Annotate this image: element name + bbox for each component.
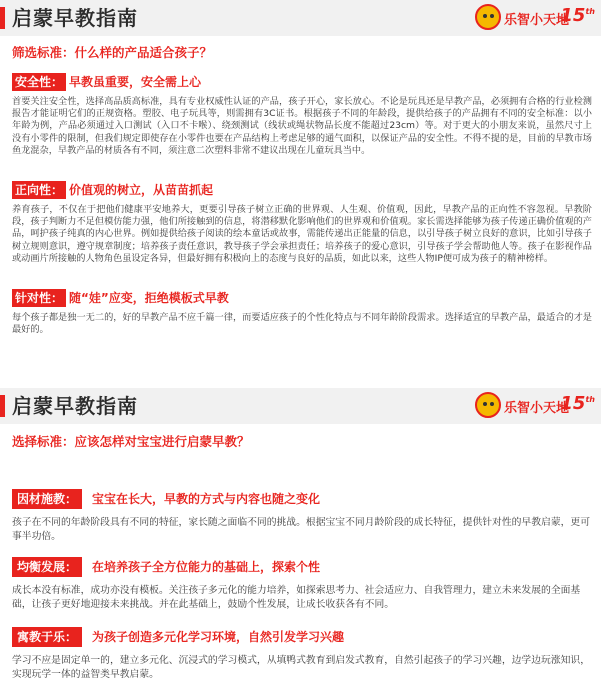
block-tag: 针对性： [12,289,66,307]
guide-section-2 [0,388,601,684]
block-tag: 寓教于乐： [12,627,82,647]
brand-name: 乐智小天地 [504,13,570,28]
block-tag: 安全性： [12,73,66,91]
block-heading-text: 宝宝在长大，早教的方式与内容也随之变化 [92,492,321,506]
title-bar [0,0,601,36]
block-heading-text: 在培养孩子全方位能力的基础上，探索个性 [92,560,321,574]
block-body-targeted: 每个孩子都是独一无二的，好的早教产品不应千篇一律，而要适应孩子的个性化特点与不同年龄阶段需求。选择适宜的早教产品，最适合的才是最好的。 [12,312,592,336]
title-accent-bar [0,395,5,417]
block-heading-targeted [12,289,229,307]
block-body-values: 养育孩子，不仅在于把他们健康平安地养大，更要引导孩子树立正确的世界观、人生观、价值观，因此，早教产品的正向性不容忽视。早教阶段，孩子判断力不足但模仿能力强，他们所接触到的信息，将潜移默化影响他们的世界观和价值观。家长需选择能够为孩子传递正确价值观的产品，呵护孩子纯真的内心世界。例如提供给孩子阅读的绘本童话或故事，需能传递出正能量的信息，以引导孩子树立良好的意识，比如引导孩子树立规则意识，遵守规章制度；培养孩子责任意识，教导孩子学会承担责任；培养孩子的爱心意识，引导孩子学会帮助他人等。孩子在影视作品或动画片所接触的人物角色虽设定各异，但最好拥有积极向上的态度与良好的品质，如此以来，这些人物IP便可成为孩子的精神榜样。 [12,204,592,264]
block-heading-text: 为孩子创造多元化学习环境，自然引发学习兴趣 [92,630,345,644]
section-title: 启蒙早教指南 [12,6,138,30]
block-heading-safety [12,73,201,91]
section-subtitle: 筛选标准：什么样的产品适合孩子？ [12,45,213,60]
brand-logo [475,392,595,420]
block-body-individual: 孩子在不同的年龄阶段具有不同的特征，家长随之面临不同的挑战。根据宝宝不同月龄阶段的成长特征，提供针对性的早教启蒙，更可事半功倍。 [12,517,591,542]
title-accent-bar [0,7,5,29]
block-heading-values [12,181,213,199]
block-heading-individual [12,489,320,509]
brand-logo [475,4,595,32]
block-body-fun-learning: 学习不应是固定单一的，建立多元化、沉浸式的学习模式，从填鸭式教育到启发式教育，自然引起孩子的学习兴趣，边学边玩涨知识，实现玩学一体的益智类早教启蒙。 [12,655,591,680]
section-title: 启蒙早教指南 [12,394,138,418]
block-tag: 因材施教： [12,489,82,509]
block-body-balanced: 成长本没有标准，成功亦没有模板。关注孩子多元化的能力培养，如探索思考力、社会适应力、自我管理力，建立未来发展的全面基础，让孩子更好地迎接未来挑战。并在此基础上，鼓励个性发展，让成长收获各有不同。 [12,585,581,610]
block-heading-text: 早教虽重要，安全需上心 [69,75,202,89]
section-subtitle: 选择标准：应该怎样对宝宝进行启蒙早教？ [12,434,250,449]
mascot-icon [475,392,501,418]
title-bar [0,388,601,424]
mascot-icon [475,4,501,30]
brand-name: 乐智小天地 [504,401,570,416]
block-tag: 正向性： [12,181,66,199]
block-heading-text: 价值观的树立，从苗苗抓起 [69,183,214,197]
block-heading-text: 随“娃”应变，拒绝模板式早教 [69,291,229,305]
block-heading-balanced [12,557,320,577]
block-heading-fun-learning [12,627,344,647]
block-body-safety: 首要关注安全性，选择高品质高标准，具有专业权威性认证的产品，孩子开心，家长放心。不论是玩具还是早教产品，必须拥有合格的行业检测报告才能证明它们的正规资格。塑胶、电子玩具等，则需拥有3C证书。根据孩子不同的年龄段，提供给孩子的产品拥有不同的安全标准：以小年龄为例，产品必须通过入口测试（入口不卡喉）、绕颈测试（线状或绳状物品长度不能超过23cm）等。对于更大的小朋友来说，虽然尺寸上没有小零件的限制，但我们规定即使存在小零件也要在产品结构上考虑足够的通气面积，以保证产品的安全性。不得不提的是，目前的早教市场鱼龙混杂，早教产品的材质各有不同，须注意二次塑料非常不建议出现在儿童玩具当中。 [12,96,592,156]
anniversary-badge: 15th [560,5,595,26]
anniversary-badge: 15th [560,393,595,414]
block-tag: 均衡发展： [12,557,82,577]
